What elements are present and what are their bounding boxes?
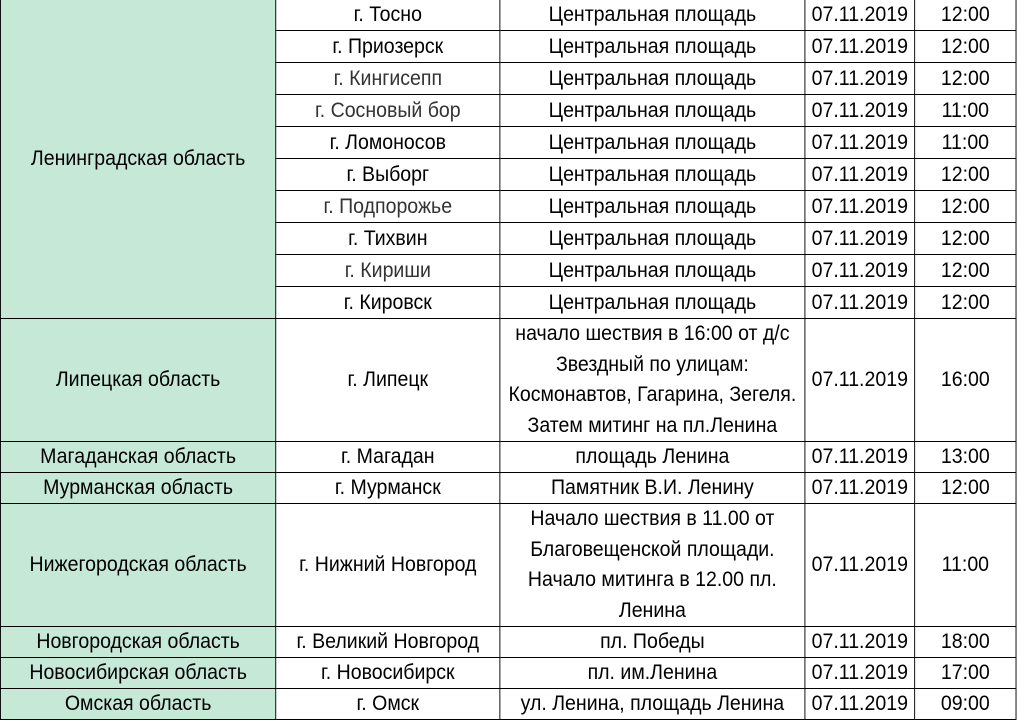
place-cell: Центральная площадь [500, 223, 805, 255]
place-cell: пл. Победы [500, 627, 805, 658]
city-cell: г. Кировск [276, 287, 500, 319]
time-cell: 12:00 [915, 159, 1016, 191]
time-cell: 09:00 [915, 689, 1016, 720]
region-cell: Омская область [0, 689, 275, 720]
time-cell: 12:00 [915, 473, 1016, 504]
date-cell: 07.11.2019 [805, 127, 915, 159]
time-cell: 12:00 [915, 287, 1016, 319]
city-cell: г. Кириши [276, 255, 500, 287]
city-cell: г. Подпорожье [276, 191, 500, 223]
city-cell: г. Приозерск [276, 31, 500, 63]
time-cell: 12:00 [915, 63, 1016, 95]
date-cell: 07.11.2019 [805, 95, 915, 127]
time-cell: 12:00 [915, 31, 1016, 63]
time-cell: 11:00 [915, 95, 1016, 127]
city-cell: г. Нижний Новгород [276, 504, 500, 627]
place-cell: Центральная площадь [500, 255, 805, 287]
time-cell: 12:00 [915, 191, 1016, 223]
city-cell: г. Новосибирск [276, 658, 500, 689]
table-row [0, 689, 1016, 720]
table-row [0, 473, 1016, 504]
date-cell: 07.11.2019 [805, 627, 915, 658]
city-cell: г. Ломоносов [276, 127, 500, 159]
region-cell: Нижегородская область [0, 504, 275, 627]
date-cell: 07.11.2019 [805, 31, 915, 63]
date-cell: 07.11.2019 [805, 159, 915, 191]
time-cell: 12:00 [915, 0, 1016, 31]
date-cell: 07.11.2019 [805, 255, 915, 287]
table-row [0, 319, 1016, 442]
time-cell: 16:00 [915, 319, 1016, 442]
city-cell: г. Сосновый бор [276, 95, 500, 127]
table-row [0, 504, 1016, 627]
place-cell: Центральная площадь [500, 159, 805, 191]
region-cell: Липецкая область [0, 319, 275, 442]
region-cell: Ленинградская область [0, 0, 275, 319]
city-cell: г. Великий Новгород [276, 627, 500, 658]
place-cell: пл. им.Ленина [500, 658, 805, 689]
place-cell: Начало шествия в 11.00 от Благовещенской площади. Начало митинга в 12.00 пл. Ленина [500, 504, 805, 627]
region-cell: Мурманская область [0, 473, 275, 504]
date-cell: 07.11.2019 [805, 473, 915, 504]
table-row [0, 442, 1016, 473]
table-row [0, 658, 1016, 689]
place-cell: Центральная площадь [500, 63, 805, 95]
place-cell: Центральная площадь [500, 127, 805, 159]
place-cell: начало шествия в 16:00 от д/с Звездный по улицам: Космонавтов, Гагарина, Зегеля. Затем митинг на пл.Ленина [500, 319, 805, 442]
region-cell: Магаданская область [0, 442, 275, 473]
place-cell: Центральная площадь [500, 0, 805, 31]
date-cell: 07.11.2019 [805, 442, 915, 473]
time-cell: 18:00 [915, 627, 1016, 658]
time-cell: 13:00 [915, 442, 1016, 473]
city-cell: г. Магадан [276, 442, 500, 473]
date-cell: 07.11.2019 [805, 0, 915, 31]
time-cell: 12:00 [915, 255, 1016, 287]
date-cell: 07.11.2019 [805, 658, 915, 689]
place-cell: Памятник В.И. Ленину [500, 473, 805, 504]
date-cell: 07.11.2019 [805, 191, 915, 223]
place-cell: Центральная площадь [500, 191, 805, 223]
place-cell: площадь Ленина [500, 442, 805, 473]
date-cell: 07.11.2019 [805, 223, 915, 255]
place-cell: Центральная площадь [500, 31, 805, 63]
date-cell: 07.11.2019 [805, 319, 915, 442]
city-cell: г. Выборг [276, 159, 500, 191]
place-cell: ул. Ленина, площадь Ленина [500, 689, 805, 720]
city-cell: г. Мурманск [276, 473, 500, 504]
table-row [0, 0, 1016, 31]
city-cell: г. Кингисепп [276, 63, 500, 95]
time-cell: 17:00 [915, 658, 1016, 689]
city-cell: г. Тосно [276, 0, 500, 31]
city-cell: г. Липецк [276, 319, 500, 442]
city-cell: г. Омск [276, 689, 500, 720]
place-cell: Центральная площадь [500, 95, 805, 127]
region-cell: Новгородская область [0, 627, 275, 658]
date-cell: 07.11.2019 [805, 287, 915, 319]
time-cell: 11:00 [915, 127, 1016, 159]
date-cell: 07.11.2019 [805, 63, 915, 95]
time-cell: 11:00 [915, 504, 1016, 627]
date-cell: 07.11.2019 [805, 504, 915, 627]
city-cell: г. Тихвин [276, 223, 500, 255]
time-cell: 12:00 [915, 223, 1016, 255]
date-cell: 07.11.2019 [805, 689, 915, 720]
region-cell: Новосибирская область [0, 658, 275, 689]
place-cell: Центральная площадь [500, 287, 805, 319]
table-row [0, 627, 1016, 658]
